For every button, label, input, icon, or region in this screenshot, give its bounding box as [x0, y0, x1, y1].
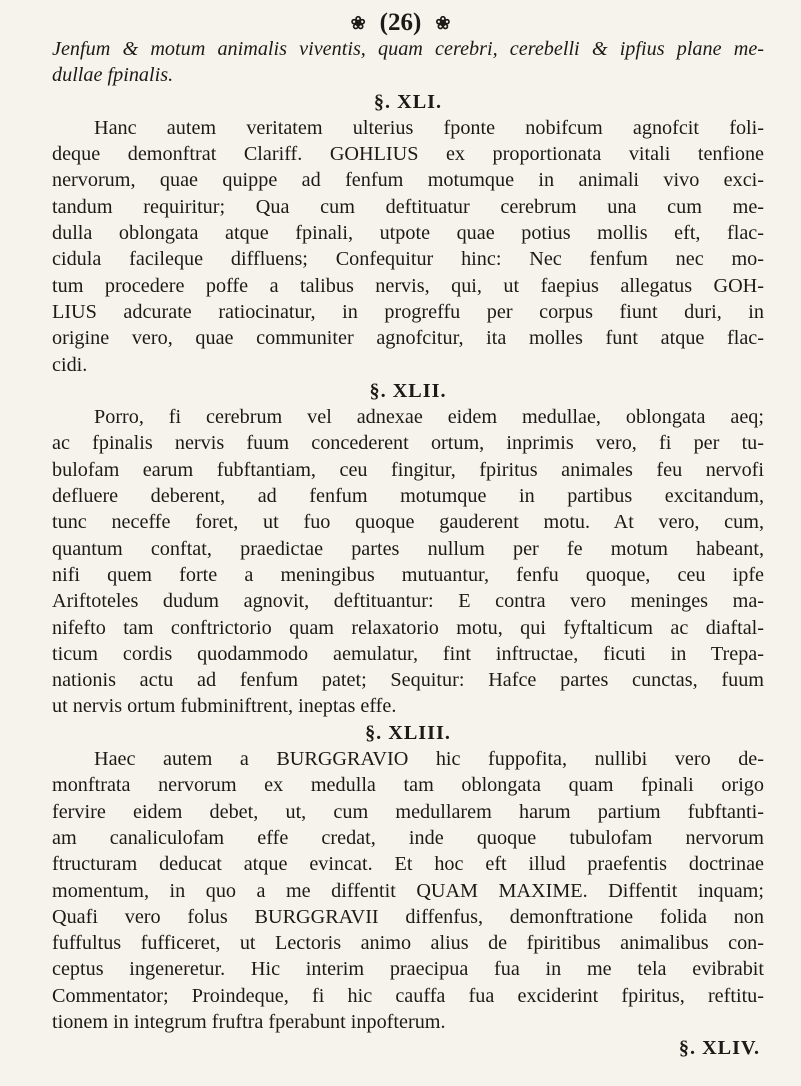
catchword: §. XLIV.: [678, 1037, 760, 1060]
text-line: ceptus ingeneretur. Hic interim praecipua fua in me tela evibrabit: [52, 958, 764, 981]
text-line: deque demonftrat Clariff. GOHLIUS ex proportionata vitali tenfione: [52, 143, 764, 166]
text-line: nifi quem forte a meningibus mutuantur, fenfu quoque, ceu ipfe: [52, 563, 764, 586]
text-line: nationis actu ad fenfum patet; Sequitur: Hafce partes cunctas, fuum: [52, 669, 764, 692]
text-line: tunc neceffe foret, ut fuo quoque gauderent motu. At vero, cum,: [52, 511, 764, 534]
text-line: monftrata nervorum ex medulla tam oblongata quam fpinali origo: [52, 774, 764, 797]
text-line: quantum conftat, praedictae partes nullum per fe motum habeant,: [52, 537, 764, 560]
text-line: fervire eidem debet, ut, cum medullarem harum partium fubftanti-: [52, 800, 764, 823]
text-line: dullae fpinalis.: [52, 64, 174, 87]
text-line: Haec autem a BURGGRAVIO hic fuppofita, nullibi vero de-: [94, 748, 764, 771]
text-line: dulla oblongata atque fpinali, utpote quae potius mollis eft, flac-: [52, 222, 764, 245]
text-line: tum procedere poffe a talibus nervis, qui, ut faepius allegatus GOH-: [52, 274, 764, 297]
section-heading: §. XLI.: [373, 90, 443, 113]
text-line: nifefto tam conftrictorio quam relaxatorio motu, qui fyftalticum ac diaftal-: [52, 616, 764, 639]
text-line: Porro, fi cerebrum vel adnexae eidem medullae, oblongata aeq;: [94, 406, 764, 429]
text-line: nervorum, quae quippe ad fenfum motumque in animali vivo exci-: [52, 169, 764, 192]
section-heading: §. XLII.: [369, 379, 447, 402]
text-line: LIUS adcurate ratiocinatur, in progreffu per corpus fiunt duri, in: [52, 300, 764, 323]
text-line: tionem in integrum fruftra fperabunt inpofterum.: [52, 1010, 446, 1033]
text-line: fuffultus fufficeret, ut Lectoris animo alius de fpiritibus animalibus con-: [52, 932, 764, 955]
text-line: ticum cordis quodammodo aemulatur, fint inftructae, ficuti in Trepa-: [52, 642, 764, 665]
text-line: Ariftoteles dudum agnovit, deftituantur: E contra vero meninges ma-: [52, 590, 764, 613]
text-line: origine vero, quae communiter agnofcitur, ita molles funt atque flac-: [52, 327, 764, 350]
text-line: Hanc autem veritatem ulterius fponte nobifcum agnofcit foli-: [94, 116, 764, 139]
text-line: cidi.: [52, 353, 88, 376]
page-header: [0, 8, 801, 38]
text-line: am canaliculofam effe credat, inde quoque tubulofam nervorum: [52, 826, 764, 849]
text-line: tandum requiritur; Qua cum deftituatur cerebrum una cum me-: [52, 195, 764, 218]
body-text: [52, 36, 764, 1062]
text-line: ut nervis ortum fubminiftrent, ineptas effe.: [52, 695, 397, 718]
text-line: ftructuram deducat atque evincat. Et hoc eft illud praefentis doctrinae: [52, 853, 764, 876]
section-heading: §. XLIII.: [365, 721, 451, 744]
text-line: Quafi vero folus BURGGRAVII diffenfus, demonftratione folida non: [52, 905, 764, 928]
text-line: Commentator; Proindeque, fi hic cauffa fua exciderint fpiritus, reftitu-: [52, 984, 764, 1007]
page-number: (26): [379, 9, 422, 36]
text-line: bulofam earum fubftantiam, ceu fingitur, fpiritus animales feu nervofi: [52, 458, 764, 481]
ornament-right-icon: ❀: [435, 12, 451, 33]
text-line: cidula facileque diffluens; Confequitur hinc: Nec fenfum nec mo-: [52, 248, 764, 271]
text-line: defluere deberent, ad fenfum motumque in partibus excitandum,: [52, 485, 764, 508]
text-line: momentum, in quo a me diffentit QUAM MAXIME. Diffentit inquam;: [52, 879, 764, 902]
ornament-left-icon: ❀: [350, 12, 366, 33]
text-line: Jenfum & motum animalis viventis, quam cerebri, cerebelli & ipfius plane me-: [52, 38, 764, 60]
text-line: ac fpinalis nervis fuum concederent ortum, inprimis vero, fi per tu-: [52, 432, 764, 455]
